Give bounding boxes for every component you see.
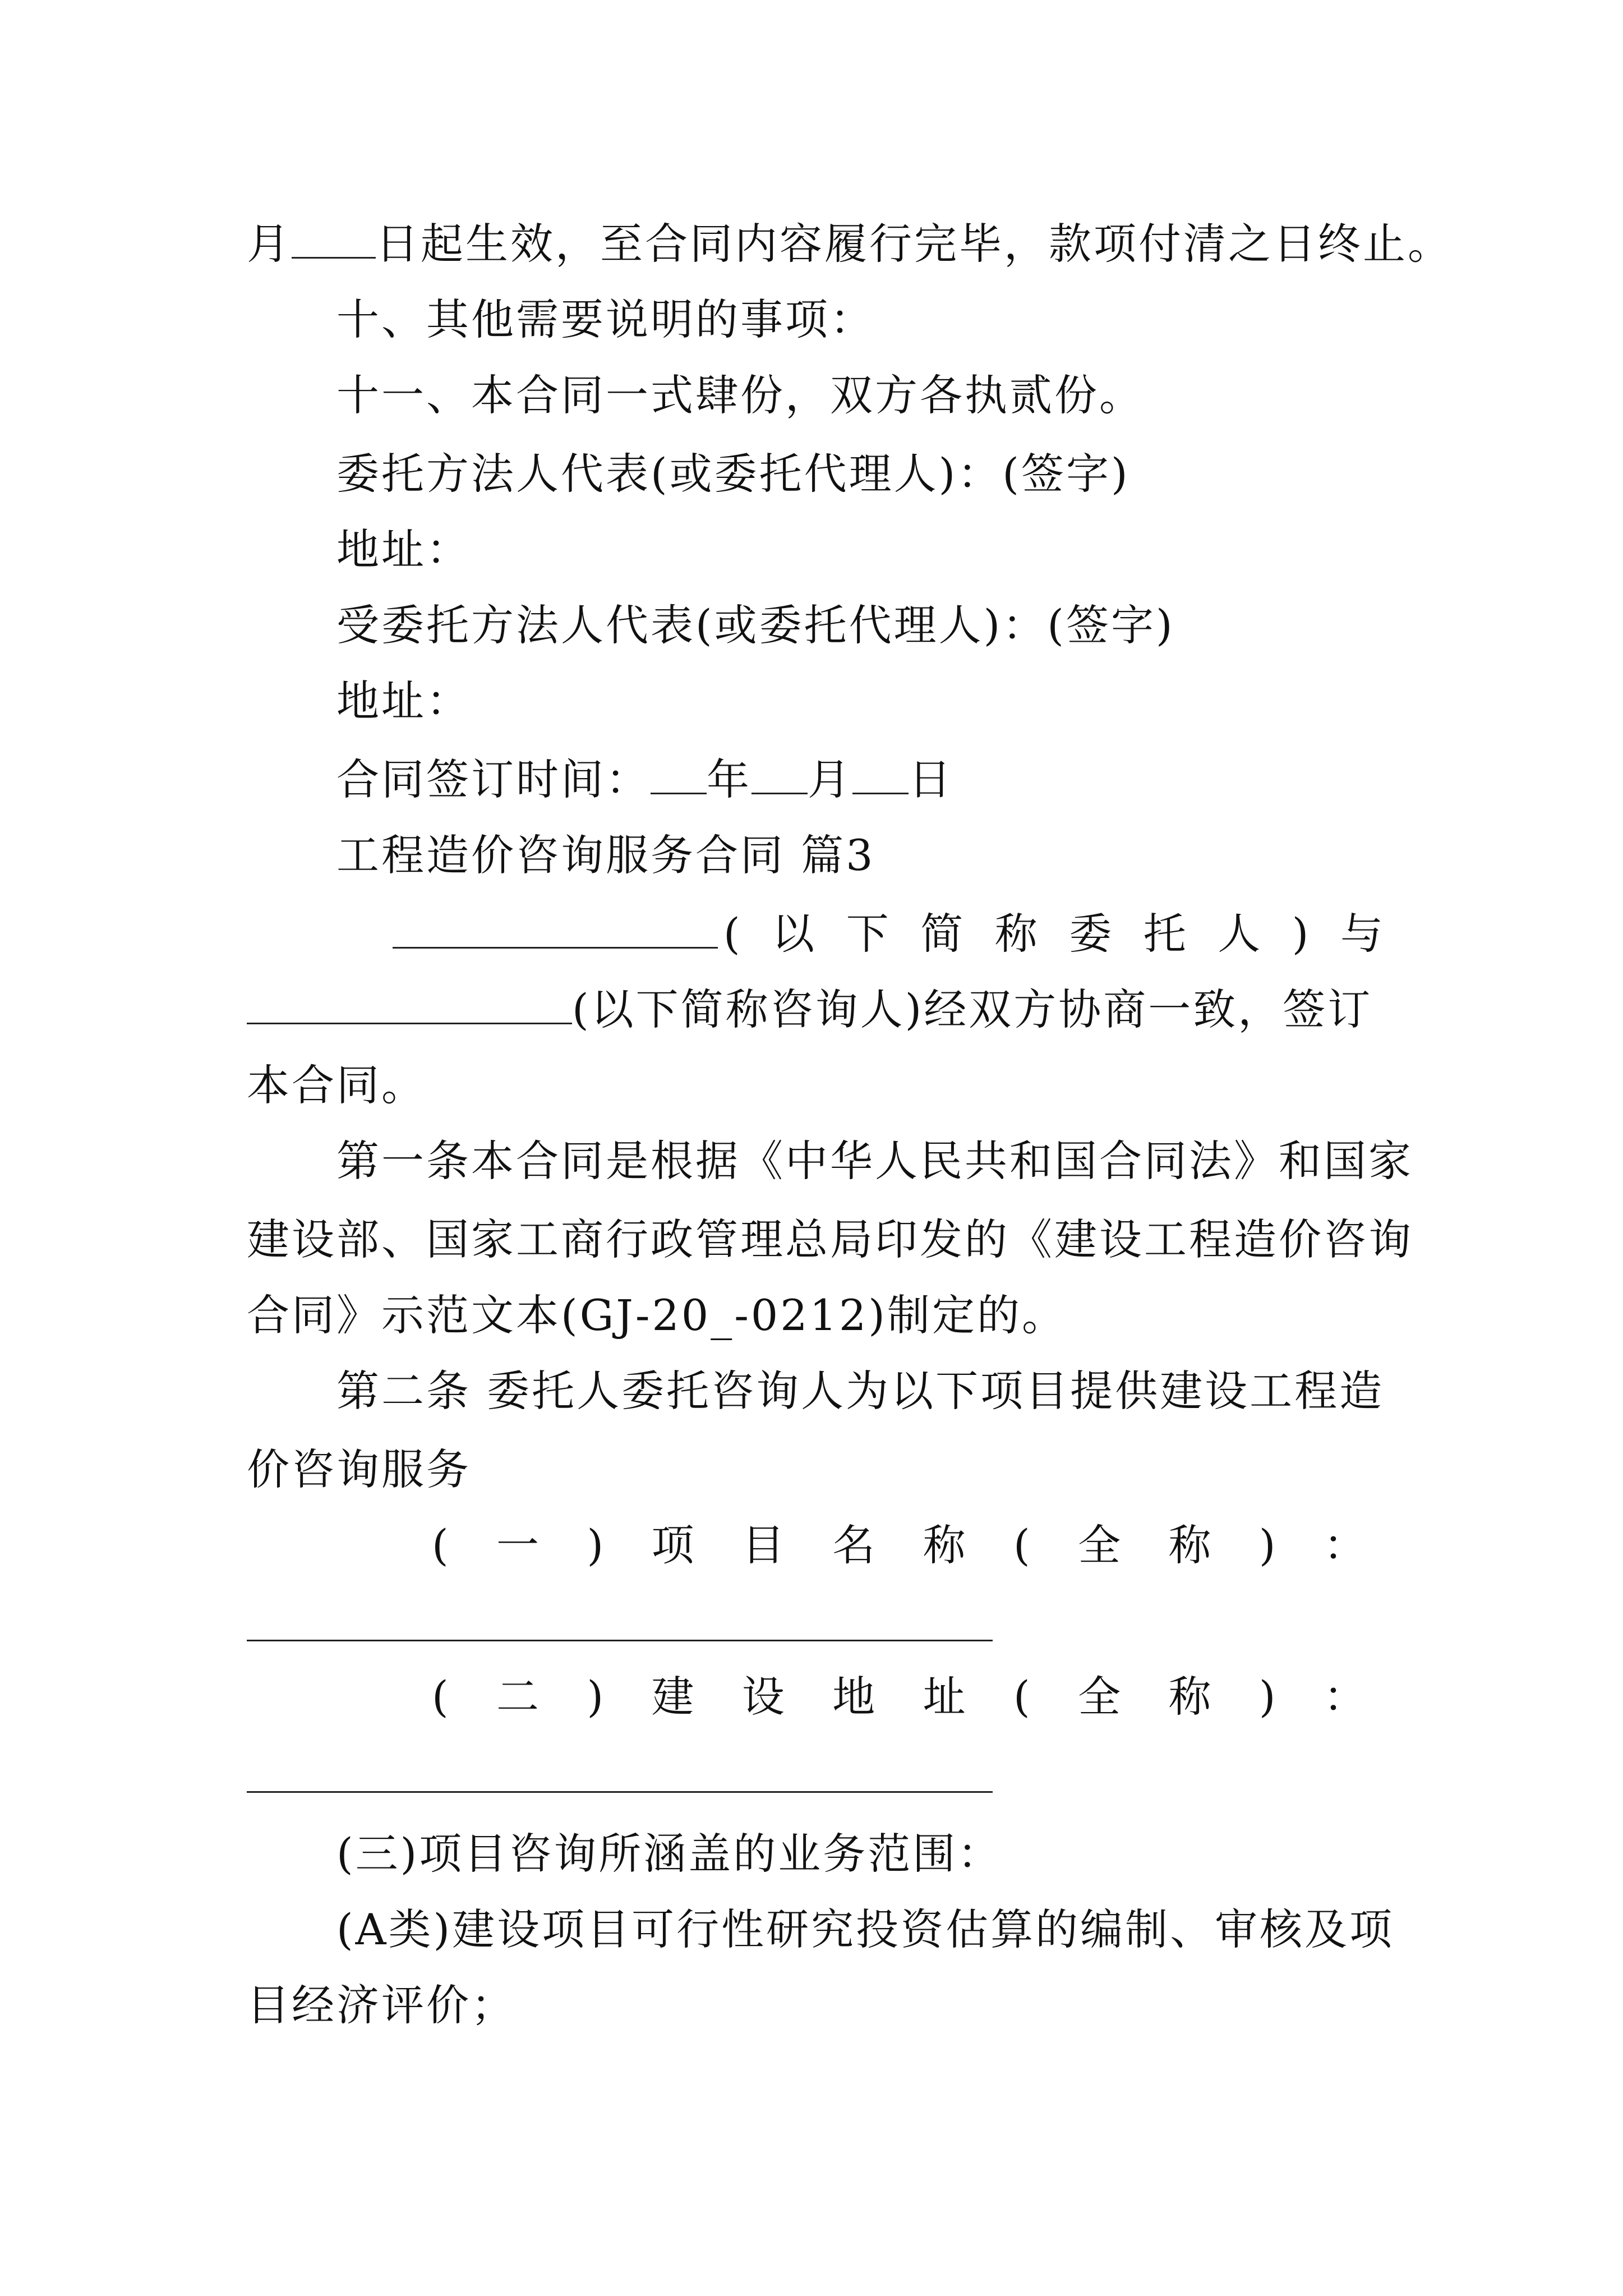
text-effective-clause: 日起生效，至合同内容履行完毕，款项付清之日终止。 bbox=[376, 219, 1453, 269]
line-client-blank bbox=[393, 906, 1385, 962]
char: 托 bbox=[1143, 909, 1188, 959]
blank-month bbox=[751, 753, 808, 794]
blank-client-name bbox=[393, 908, 718, 949]
char: 建 bbox=[651, 1672, 697, 1722]
char: 二 bbox=[496, 1672, 542, 1722]
line-this-contract: 本合同。 bbox=[247, 1060, 426, 1110]
char: 全 bbox=[1078, 1672, 1123, 1722]
char: 称 bbox=[1168, 1520, 1214, 1570]
char: ： bbox=[1323, 1520, 1368, 1570]
section-heading: 工程造价咨询服务合同 篇3 bbox=[336, 830, 875, 880]
char: 委 bbox=[1069, 909, 1114, 959]
char: 设 bbox=[741, 1672, 787, 1722]
project-name-underline bbox=[247, 1640, 993, 1641]
char: 称 bbox=[1168, 1672, 1214, 1722]
char: 下 bbox=[846, 909, 891, 959]
scope-class-a-line-2: 目经济评价； bbox=[247, 1980, 516, 2030]
char: ) bbox=[587, 1672, 606, 1722]
text-consultant-abbrev: (以下简称咨询人)经双方协商一致，签订 bbox=[572, 984, 1373, 1034]
client-representative: 委托方法人代表(或委托代理人)：(签字) bbox=[336, 449, 1130, 499]
char: ) bbox=[587, 1520, 606, 1570]
char: 称 bbox=[923, 1520, 968, 1570]
project-name-line bbox=[432, 1517, 1368, 1573]
text-month: 月 bbox=[247, 219, 292, 269]
contractor-representative: 受委托方法人代表(或委托代理人)：(签字) bbox=[336, 600, 1175, 650]
char: 名 bbox=[832, 1520, 878, 1570]
article-two-line-1: 第二条 委托人委托咨询人为以下项目提供建设工程造 bbox=[336, 1366, 1385, 1416]
char: 以 bbox=[772, 909, 817, 959]
text-year: 年 bbox=[707, 754, 751, 804]
char: ( bbox=[1013, 1520, 1032, 1570]
blank-day-2 bbox=[852, 753, 909, 794]
text-day: 日 bbox=[909, 754, 953, 804]
line-consultant-blank bbox=[247, 982, 1385, 1038]
char: 地 bbox=[832, 1672, 878, 1722]
char: 与 bbox=[1340, 909, 1385, 959]
clause-eleven: 十一、本合同一式肆份，双方各执贰份。 bbox=[336, 370, 1144, 420]
char: ) bbox=[1292, 909, 1311, 959]
char: ) bbox=[1258, 1672, 1278, 1722]
build-address-underline bbox=[247, 1791, 993, 1793]
blank-consultant-name bbox=[247, 983, 572, 1024]
article-two-line-2: 价咨询服务 bbox=[247, 1444, 471, 1494]
char: ( bbox=[723, 909, 743, 959]
blank-day bbox=[292, 218, 376, 259]
line-effective-date bbox=[247, 216, 1453, 272]
char: ) bbox=[1258, 1520, 1278, 1570]
blank-year bbox=[651, 753, 707, 794]
signing-date bbox=[336, 752, 1385, 808]
char: 简 bbox=[920, 909, 966, 959]
char: 一 bbox=[496, 1520, 542, 1570]
char: 称 bbox=[994, 909, 1040, 959]
char: ( bbox=[1013, 1672, 1032, 1722]
client-address: 地址： bbox=[336, 524, 471, 574]
client-abbrev-spread bbox=[723, 906, 1385, 962]
char: ( bbox=[432, 1672, 451, 1722]
char: 人 bbox=[1218, 909, 1263, 959]
signing-date-label: 合同签订时间： bbox=[336, 754, 651, 804]
scope-heading: (三)项目咨询所涵盖的业务范围： bbox=[336, 1829, 1003, 1879]
scope-class-a-line-1: (A类)建设项目可行性研究投资估算的编制、审核及项 bbox=[336, 1904, 1395, 1954]
text-month-2: 月 bbox=[808, 754, 852, 804]
contractor-address: 地址： bbox=[336, 676, 471, 726]
build-address-line bbox=[432, 1669, 1368, 1725]
char: ： bbox=[1323, 1672, 1368, 1722]
char: 址 bbox=[923, 1672, 968, 1722]
char: 项 bbox=[651, 1520, 697, 1570]
article-one-line-1: 第一条本合同是根据《中华人民共和国合同法》和国家 bbox=[336, 1136, 1413, 1186]
clause-ten: 十、其他需要说明的事项： bbox=[336, 295, 875, 344]
article-one-line-2: 建设部、国家工商行政管理总局印发的《建设工程造价咨询 bbox=[247, 1214, 1413, 1264]
article-one-line-3: 合同》示范文本(GJ-20_-0212)制定的。 bbox=[247, 1290, 1067, 1340]
char: 全 bbox=[1078, 1520, 1123, 1570]
char: 目 bbox=[741, 1520, 787, 1570]
char: ( bbox=[432, 1520, 451, 1570]
